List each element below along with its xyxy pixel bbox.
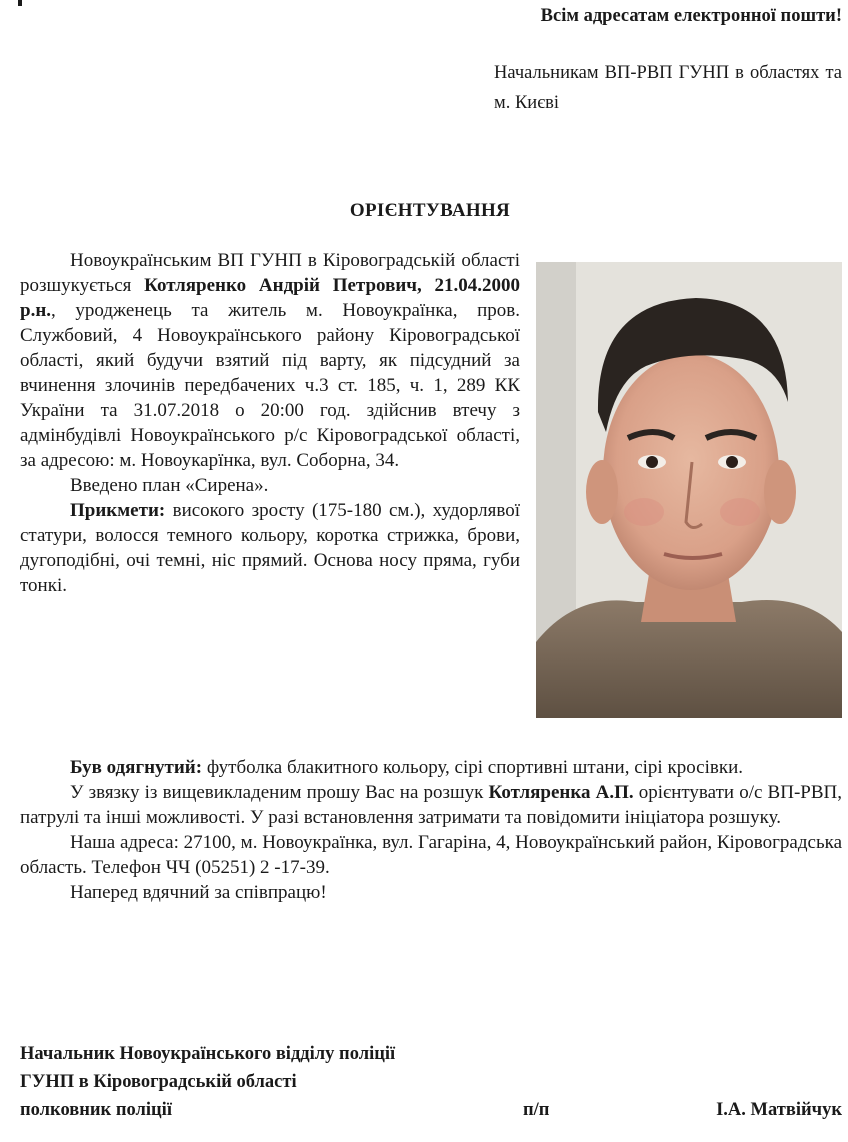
paragraph-thanks: Наперед вдячний за співпрацю! [70, 882, 327, 903]
signature-rank: полковник поліції [20, 1100, 172, 1120]
wanted-details: , уродженець та житель м. Новоукраїнка, пров. Службовий, 4 Новоукраїнського району Кіровоградської області, який будучи взятий під варту, як підсудний за вчинення злочинів передбачених ч.3 ст. 185, ч. 1, 289 КК України та 31.07.2018 о 20:00 год. здійснив втечу з адмінбудівлі Новоукраїнського р/с Кіровоградської області, за адресою: м. Новоукарїнка, вул. Соборна, 34. [20, 300, 520, 471]
request-rest: орієнтувати о/с ВП-РВП, патрулі та інші можливості. У разі встановлення затримати та повідомити ініціатора розшуку. [20, 782, 842, 828]
signature-position: Начальник Новоукраїнського відділу поліції [20, 1044, 396, 1064]
paragraph-request [20, 780, 842, 830]
paragraph-plan: Введено план «Сирена». [70, 475, 269, 496]
features-label: Прикмети: [70, 500, 166, 521]
paragraph-clothing [20, 755, 842, 780]
suspect-photo [536, 262, 842, 718]
description-column [20, 248, 520, 598]
wanted-intro: Новоукраїнським ВП ГУНП в Кіровоградській області розшукується [20, 250, 520, 296]
clothing-text: футболка блакитного кольору, сірі спортивні штани, сірі кросівки. [202, 757, 743, 778]
signature-department: ГУНП в Кіровоградській області [20, 1072, 297, 1092]
wanted-person-name: Котляренко Андрій Петрович, 21.04.2000 р.н. [20, 275, 520, 321]
addressee-chiefs: Начальникам ВП-РВП ГУНП в областях та м. Києві [494, 63, 842, 113]
request-intro: У звязку із вищевикладеним прошу Вас на розшук [70, 782, 489, 803]
signature-pp: п/п [523, 1100, 550, 1120]
full-width-text [20, 755, 842, 905]
portrait-photo [536, 262, 842, 718]
features-text: високого зросту (175-180 см.), худорлявої статури, волосся темного кольору, коротка стрижка, брови, дугоподібні, очі темні, ніс прямий. Основа носу пряма, губи тонкі. [20, 500, 520, 596]
request-person-name: Котляренка А.П. [488, 782, 634, 803]
paragraph-wanted [20, 248, 520, 473]
signature-name: І.А. Матвійчук [716, 1100, 842, 1120]
document-title: ОРІЄНТУВАННЯ [349, 200, 511, 221]
signature-line [20, 1098, 842, 1123]
addressee-all: Всім адресатам електронної пошти! [540, 6, 842, 26]
paragraph-address: Наша адреса: 27100, м. Новоукраїнка, вул. Гагаріна, 4, Новоукраїнський район, Кіровоградська область. Телефон ЧЧ (05251) 2 -17-39. [20, 832, 842, 878]
clothing-label: Був одягнутий: [70, 757, 203, 778]
paragraph-features [20, 498, 520, 598]
page-edge-mark [18, 0, 22, 6]
